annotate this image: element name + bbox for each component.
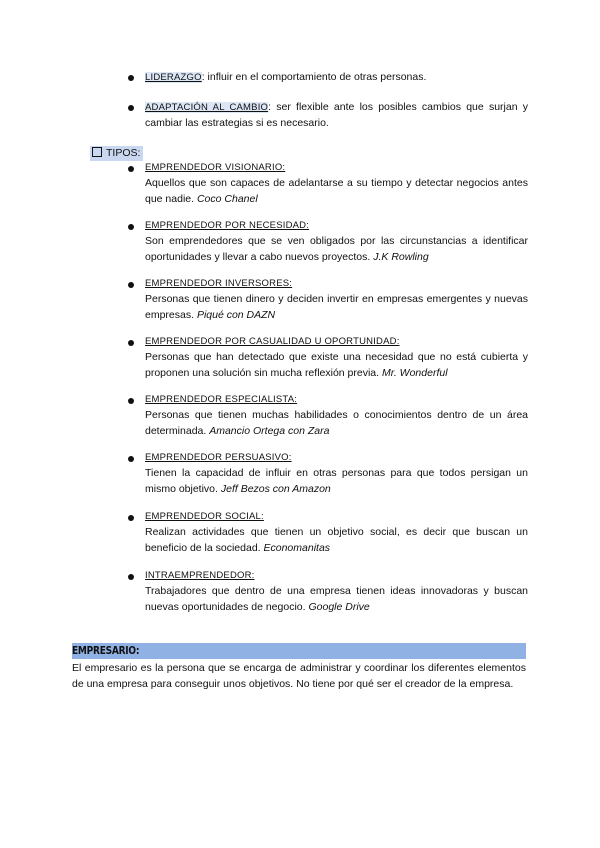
type-title: EMPRENDEDOR SOCIAL: bbox=[145, 511, 264, 522]
bullet-icon bbox=[128, 75, 134, 81]
term-adaptacion: ADAPTACIÓN AL CAMBIO bbox=[145, 102, 269, 113]
bullet-text: ser flexible ante los posibles cambios que surjan y cambiar las estrategias si es necesario. bbox=[145, 101, 528, 129]
type-description: Tienen la capacidad de influir en otras personas para que todos persigan un mismo objetivo. Jeff Bezos con Amazon bbox=[145, 467, 528, 495]
bullet-icon bbox=[128, 574, 134, 580]
type-example: Jeff Bezos con Amazon bbox=[220, 482, 331, 495]
bullet-text: influir en el comportamiento de otras personas. bbox=[204, 71, 427, 83]
bullet-icon bbox=[128, 224, 134, 230]
type-title: EMPRENDEDOR INVERSORES: bbox=[145, 278, 293, 289]
type-title: EMPRENDEDOR PERSUASIVO: bbox=[145, 452, 292, 463]
type-example: Economanitas bbox=[263, 541, 331, 554]
empresario-paragraph: El empresario es la persona que se encarga de administrar y coordinar los diferentes elementos de una empresa para conseguir unos objetivos. No tiene por qué ser el creador de la empresa. bbox=[72, 662, 526, 690]
type-example: Mr. Wonderful bbox=[381, 366, 448, 379]
bullet-liderazgo: LIDERAZGO: influir en el comportamiento de otras personas. bbox=[145, 71, 427, 83]
type-title: EMPRENDEDOR ESPECIALISTA: bbox=[145, 394, 298, 405]
type-example: Google Drive bbox=[308, 600, 370, 613]
bullet-icon bbox=[128, 398, 134, 404]
bullet-icon bbox=[128, 105, 134, 111]
type-description: Personas que tienen dinero y deciden invertir en empresas emergentes y nuevas empresas. Piqué con DAZN bbox=[145, 293, 528, 321]
section-heading-bar bbox=[72, 643, 526, 659]
type-example: J.K Rowling bbox=[373, 250, 429, 263]
term-liderazgo: LIDERAZGO bbox=[145, 72, 202, 83]
bullet-icon bbox=[128, 515, 134, 521]
type-example: Piqué con DAZN bbox=[196, 308, 276, 321]
type-description: Personas que tienen muchas habilidades o conocimientos dentro de un área determinada. Amancio Ortega con Zara bbox=[145, 409, 528, 437]
type-description: Son emprendedores que se ven obligados por las circunstancias a identificar oportunidades y llevar a cabo nuevos proyectos. J.K Rowling bbox=[145, 235, 528, 263]
bullet-icon bbox=[128, 282, 134, 288]
type-title: EMPRENDEDOR VISIONARIO: bbox=[145, 162, 286, 173]
bullet-adaptacion: ADAPTACIÓN AL CAMBIO: ser flexible ante los posibles cambios que surjan y cambiar las estrategias si es necesario. bbox=[145, 101, 528, 129]
bullet-icon bbox=[128, 456, 134, 462]
section-heading: EMPRESARIO: bbox=[72, 644, 140, 657]
checkbox-icon bbox=[92, 147, 102, 157]
bullet-icon bbox=[128, 340, 134, 346]
type-title: INTRAEMPRENDEDOR: bbox=[145, 570, 255, 581]
type-description: Aquellos que son capaces de adelantarse a su tiempo y detectar negocios antes que nadie. Coco Chanel bbox=[145, 177, 528, 205]
bullet-icon bbox=[128, 166, 134, 172]
type-description: Personas que han detectado que existe una necesidad que no está cubierta y proponen una solución sin mucha reflexión previa. Mr. Wonderful bbox=[145, 351, 528, 379]
type-description: Trabajadores que dentro de una empresa tienen ideas innovadoras y buscan nuevas oportunidades de negocio. Google Drive bbox=[145, 585, 528, 613]
type-title: EMPRENDEDOR POR NECESIDAD: bbox=[145, 220, 310, 231]
type-title: EMPRENDEDOR POR CASUALIDAD U OPORTUNIDAD: bbox=[145, 336, 400, 347]
tipos-heading: TIPOS: bbox=[90, 146, 143, 161]
type-example: Amancio Ortega con Zara bbox=[209, 424, 330, 437]
type-description: Realizan actividades que tienen un objetivo social, es decir que buscan un beneficio de la sociedad. Economanitas bbox=[145, 526, 528, 554]
type-example: Coco Chanel bbox=[196, 192, 258, 205]
